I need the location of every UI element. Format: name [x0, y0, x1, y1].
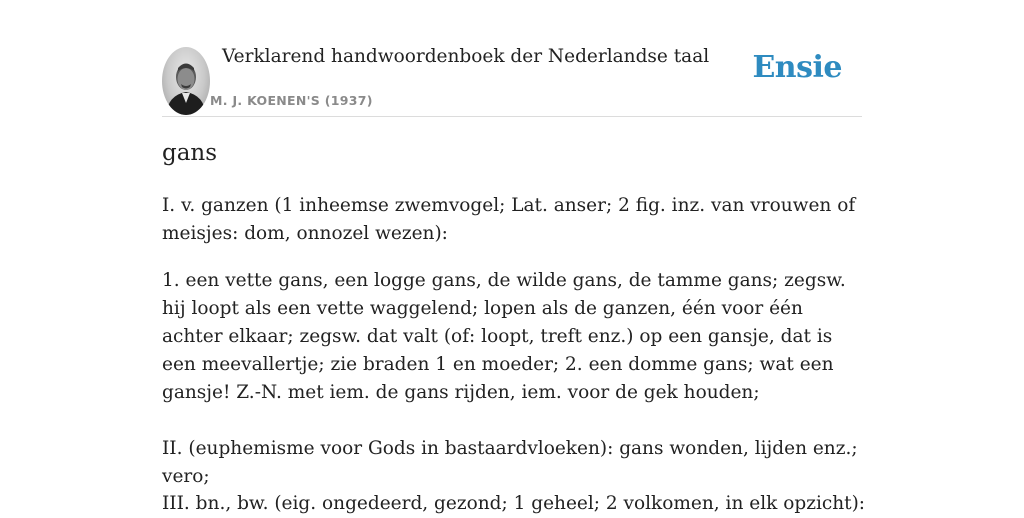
ensie-logo-link[interactable]: Ensie	[752, 50, 842, 85]
entry-paragraph: III. bn., bw. (eig. ongedeerd, gezond; 1 geheel; 2 volkomen, in elk opzicht):	[162, 493, 866, 514]
dictionary-author: M. J. KOENEN'S (1937)	[210, 93, 373, 108]
entry-paragraph: 1. een vette gans, een logge gans, de wilde gans, de tamme gans; zegsw. hij loopt als een vette waggelend; lopen als de ganzen, één voor één achter elkaar; zegsw. dat valt (of: loopt, treft enz.) op een gansje, dat is een meevallertje; zie braden 1 en moeder; 2. een domme gans; wat een gansje! Z.-N. met iem. de gans rijden, iem. voor de gek houden;	[162, 270, 846, 403]
entry-headword: gans	[162, 140, 218, 166]
entry-paragraph: I. v. ganzen (1 inheemse zwemvogel; Lat. anser; 2 fig. inz. van vrouwen of meisjes: dom, onnozel wezen):	[162, 195, 856, 244]
entry-paragraph: II. (euphemisme voor Gods in bastaardvloeken): gans wonden, lijden enz.; vero;	[162, 438, 858, 487]
site-header	[162, 0, 862, 117]
dictionary-page	[162, 0, 866, 514]
author-portrait-icon	[162, 47, 210, 115]
dictionary-title: Verklarend handwoordenboek der Nederlandse taal	[222, 46, 710, 67]
